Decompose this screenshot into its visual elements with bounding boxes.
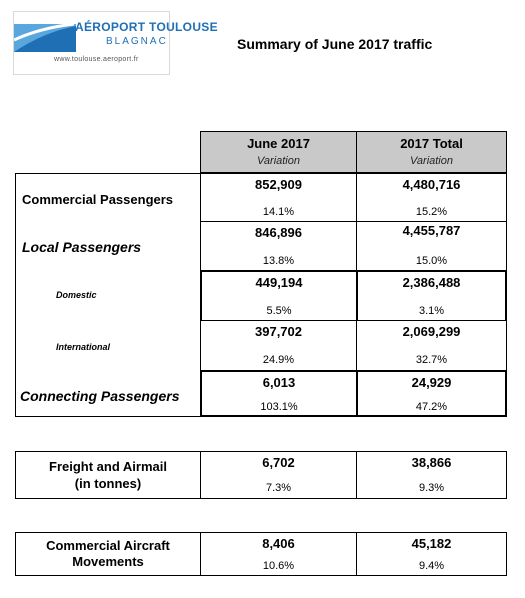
variation-local-total: 15.0% <box>415 255 448 267</box>
passengers-label-column <box>15 173 201 417</box>
value-international-june: 397,702 <box>255 324 302 339</box>
freight-label-cell <box>15 451 201 499</box>
value-domestic-total: 2,386,488 <box>402 275 461 290</box>
cell-commercial-june <box>200 173 357 222</box>
value-international-total: 2,069,299 <box>402 324 461 339</box>
value-commercial-total: 4,480,716 <box>402 177 461 192</box>
value-movements-total: 45,182 <box>411 536 452 551</box>
variation-local-june: 13.8% <box>262 255 295 267</box>
cell-movements-june <box>200 532 357 576</box>
row-label-domestic: Domestic <box>56 290 97 300</box>
value-freight-total: 38,866 <box>411 455 452 470</box>
value-domestic-june: 449,194 <box>255 275 303 290</box>
value-freight-june: 6,702 <box>262 455 295 470</box>
variation-commercial-total: 15.2% <box>415 206 448 218</box>
movements-label-line2: Movements <box>72 554 144 569</box>
variation-domestic-june: 5.5% <box>266 305 292 317</box>
row-label-local-passengers: Local Passengers <box>22 239 142 255</box>
logo-city: BLAGNAC <box>106 36 168 47</box>
airport-logo-icon <box>14 12 76 74</box>
variation-international-total: 32.7% <box>415 354 448 366</box>
value-connecting-june: 6,013 <box>262 375 296 390</box>
variation-domestic-total: 3.1% <box>418 305 445 317</box>
value-commercial-june: 852,909 <box>255 177 302 192</box>
cell-freight-total <box>356 451 507 499</box>
movements-label-line1: Commercial Aircraft <box>46 538 170 553</box>
column-header-june-label: June 2017 <box>247 136 310 151</box>
variation-connecting-total: 47.2% <box>415 401 448 413</box>
cell-connecting-total <box>356 370 507 417</box>
variation-movements-total: 9.4% <box>418 560 445 572</box>
value-local-total: 4,455,787 <box>402 223 461 238</box>
column-header-total <box>356 131 507 173</box>
variation-international-june: 24.9% <box>262 354 295 366</box>
freight-label-line1: Freight and Airmail <box>49 459 167 474</box>
cell-international-june <box>200 320 357 371</box>
variation-freight-total: 9.3% <box>418 482 445 494</box>
airport-logo <box>13 11 218 75</box>
variation-freight-june: 7.3% <box>265 482 292 494</box>
value-movements-june: 8,406 <box>262 536 295 551</box>
cell-movements-total <box>356 532 507 576</box>
column-header-june <box>200 131 357 173</box>
cell-domestic-june <box>200 270 358 322</box>
cell-international-total <box>356 320 507 371</box>
variation-commercial-june: 14.1% <box>262 206 295 218</box>
variation-movements-june: 10.6% <box>262 560 295 572</box>
page-title: Summary of June 2017 traffic <box>237 36 433 52</box>
cell-freight-june <box>200 451 357 499</box>
logo-name: AÉROPORT TOULOUSE <box>75 20 218 34</box>
cell-local-total <box>356 221 507 271</box>
cell-connecting-june <box>200 370 358 417</box>
cell-commercial-total <box>356 173 507 222</box>
row-label-commercial-passengers: Commercial Passengers <box>22 192 174 207</box>
movements-label-cell <box>15 532 201 576</box>
column-header-june-sublabel: Variation <box>256 155 300 167</box>
row-label-connecting-passengers: Connecting Passengers <box>20 388 180 404</box>
value-connecting-total: 24,929 <box>411 375 452 390</box>
cell-domestic-total <box>356 270 507 322</box>
freight-label-line2: (in tonnes) <box>74 476 142 491</box>
column-header-total-sublabel: Variation <box>409 155 453 167</box>
logo-url: www.toulouse.aeroport.fr <box>54 56 139 63</box>
column-header-total-label: 2017 Total <box>400 136 463 151</box>
value-local-june: 846,896 <box>255 225 302 240</box>
row-label-international: International <box>56 342 111 352</box>
cell-local-june <box>200 221 357 271</box>
variation-connecting-june: 103.1% <box>260 401 298 413</box>
